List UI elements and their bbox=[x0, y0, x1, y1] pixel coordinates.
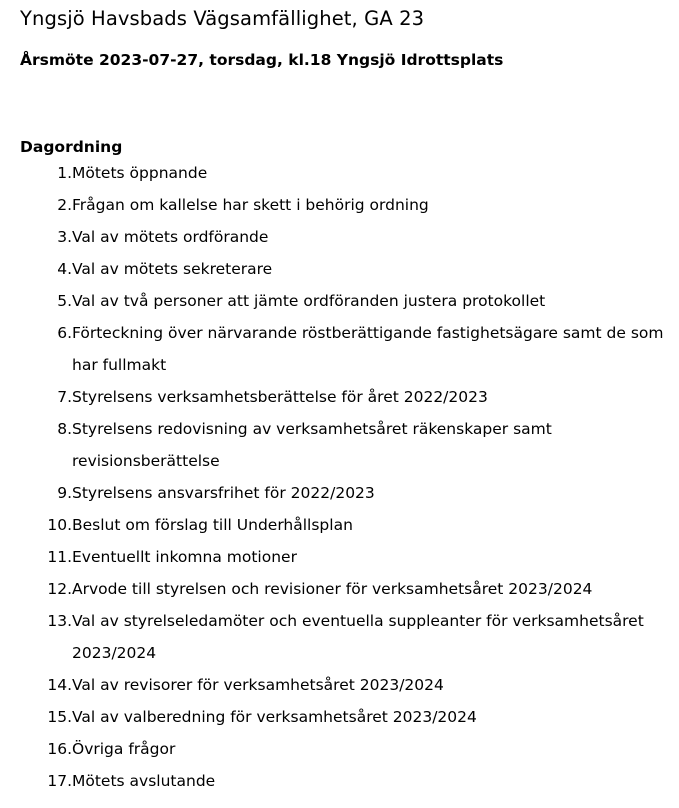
agenda-item bbox=[0, 157, 679, 189]
agenda-item-text: Övriga frågor bbox=[72, 740, 176, 758]
agenda-item-text: Beslut om förslag till Underhållsplan bbox=[72, 516, 353, 534]
agenda-item-number: 8. bbox=[57, 420, 72, 438]
agenda-item-number: 14. bbox=[47, 676, 72, 694]
agenda-item bbox=[0, 221, 679, 253]
agenda-item-text: Styrelsens verksamhetsberättelse för året 2022/2023 bbox=[72, 388, 488, 406]
agenda-item bbox=[0, 701, 679, 733]
agenda-item-number: 11. bbox=[47, 548, 72, 566]
agenda-item-number: 1. bbox=[57, 164, 72, 182]
document-title: Yngsjö Havsbads Vägsamfällighet, GA 23 bbox=[20, 7, 425, 30]
agenda-item-number: 16. bbox=[47, 740, 72, 758]
agenda-item-text: Arvode till styrelsen och revisioner för verksamhetsåret 2023/2024 bbox=[72, 580, 593, 598]
agenda-item bbox=[0, 317, 679, 381]
agenda-item-text: Förteckning över närvarande röstberättigande fastighetsägare samt de som har fullmakt bbox=[72, 324, 664, 374]
agenda-item bbox=[0, 477, 679, 509]
agenda-item-number: 9. bbox=[57, 484, 72, 502]
agenda-item-text: Eventuellt inkomna motioner bbox=[72, 548, 297, 566]
agenda-item-number: 17. bbox=[47, 772, 72, 790]
agenda-item bbox=[0, 509, 679, 541]
agenda-item-text: Val av två personer att jämte ordföranden justera protokollet bbox=[72, 292, 546, 310]
meeting-subtitle: Årsmöte 2023-07-27, torsdag, kl.18 Yngsjö Idrottsplats bbox=[20, 51, 504, 69]
agenda-item-text: Val av mötets ordförande bbox=[72, 228, 269, 246]
agenda-item-number: 10. bbox=[47, 516, 72, 534]
agenda-item-text: Frågan om kallelse har skett i behörig ordning bbox=[72, 196, 429, 214]
agenda-item-number: 5. bbox=[57, 292, 72, 310]
agenda-item bbox=[0, 413, 679, 477]
agenda-item bbox=[0, 573, 679, 605]
agenda-item-text: Val av styrelseledamöter och eventuella suppleanter för verksamhetsåret 2023/2024 bbox=[72, 612, 644, 662]
agenda-item bbox=[0, 381, 679, 413]
agenda-item-number: 4. bbox=[57, 260, 72, 278]
agenda-item bbox=[0, 285, 679, 317]
agenda-item-number: 12. bbox=[47, 580, 72, 598]
agenda-item-number: 7. bbox=[57, 388, 72, 406]
agenda-item-number: 15. bbox=[47, 708, 72, 726]
agenda-item bbox=[0, 541, 679, 573]
agenda-item-number: 6. bbox=[57, 324, 72, 342]
agenda-item-number: 13. bbox=[47, 612, 72, 630]
agenda-item-text: Mötets öppnande bbox=[72, 164, 208, 182]
agenda-item-text: Styrelsens redovisning av verksamhetsåret räkenskaper samt revisionsberättelse bbox=[72, 420, 552, 470]
agenda-item bbox=[0, 605, 679, 669]
agenda-item-text: Val av revisorer för verksamhetsåret 2023/2024 bbox=[72, 676, 444, 694]
agenda-list bbox=[0, 157, 679, 797]
agenda-item-number: 2. bbox=[57, 196, 72, 214]
agenda-item-text: Styrelsens ansvarsfrihet för 2022/2023 bbox=[72, 484, 375, 502]
agenda-item-text: Mötets avslutande bbox=[72, 772, 216, 790]
agenda-heading: Dagordning bbox=[20, 138, 123, 156]
agenda-item-text: Val av mötets sekreterare bbox=[72, 260, 273, 278]
agenda-item-number: 3. bbox=[57, 228, 72, 246]
agenda-item bbox=[0, 189, 679, 221]
agenda-item bbox=[0, 765, 679, 797]
agenda-item-text: Val av valberedning för verksamhetsåret 2023/2024 bbox=[72, 708, 477, 726]
agenda-item bbox=[0, 669, 679, 701]
agenda-item bbox=[0, 733, 679, 765]
agenda-item bbox=[0, 253, 679, 285]
